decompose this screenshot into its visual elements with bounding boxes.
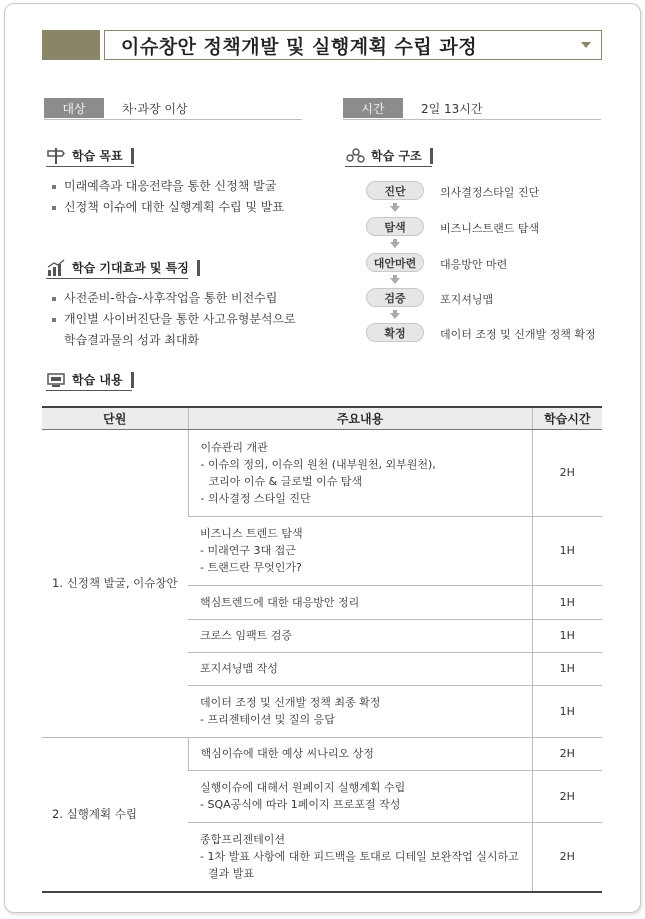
content-header [46, 370, 134, 390]
target-value: 차·과장 이상 [122, 101, 188, 116]
flow-nodes-icon [345, 147, 365, 165]
content-heading: 학습 내용 [72, 372, 134, 388]
goals-list [50, 176, 284, 218]
hours-cell: 1H [532, 585, 602, 619]
content-cell [188, 619, 532, 652]
content-cell [188, 585, 532, 619]
hours-cell: 1H [532, 516, 602, 585]
title-accent-block [42, 30, 100, 60]
flow-step-pill: 대안마련 [366, 253, 424, 272]
goal-item: 미래예측과 대응전략을 통한 신정책 발굴 [50, 176, 284, 197]
flow-step-desc: 비즈니스트랜드 탐색 [440, 222, 540, 235]
content-cell [188, 737, 532, 770]
time-value: 2일 13시간 [421, 101, 483, 116]
content-line: - 1차 발표 사항에 대한 피드백을 토대로 디테일 보완작업 실시하고 [200, 850, 519, 864]
content-line: - SQA공식에 따라 1페이지 프로포절 작성 [200, 798, 401, 811]
effects-header [46, 258, 200, 278]
content-line: 포지셔닝맵 작성 [200, 662, 278, 675]
goals-heading: 학습 목표 [72, 148, 134, 164]
bar-chart-icon [46, 259, 66, 277]
content-cell [188, 429, 532, 516]
effects-list [50, 288, 296, 351]
content-cell [188, 822, 532, 892]
effect-item-line: 사전준비-학습-사후작업을 통한 비전수립 [64, 291, 278, 305]
content-cell [188, 685, 532, 737]
content-line: 핵심이슈에 대한 예상 씨나리오 상정 [200, 747, 374, 760]
time-info [343, 97, 483, 119]
hours-cell: 2H [532, 737, 602, 770]
flow-step-pill: 검증 [366, 288, 424, 307]
monitor-icon [46, 371, 66, 389]
target-info [44, 97, 188, 119]
content-line: 비즈니스 트렌드 탐색 [200, 527, 303, 540]
content-cell [188, 516, 532, 585]
content-line: - 프리젠테이션 및 질의 응답 [200, 713, 335, 726]
effects-underline [46, 278, 188, 279]
content-line: 코리아 이슈 & 글로벌 이슈 탐색 [208, 474, 363, 488]
hours-cell: 2H [532, 822, 602, 892]
down-arrow-icon [390, 313, 400, 319]
content-underline [46, 390, 132, 391]
hours-cell: 2H [532, 429, 602, 516]
page-title: 이슈창안 정책개발 및 실행계획 수립 과정 [121, 35, 478, 58]
content-cell [188, 652, 532, 685]
goals-underline [46, 166, 134, 167]
effects-heading: 학습 기대효과 및 특징 [72, 260, 200, 276]
structure-underline [345, 166, 432, 167]
hours-cell: 1H [532, 652, 602, 685]
flow-step-pill: 확정 [366, 323, 424, 342]
hours-cell: 1H [532, 619, 602, 652]
hours-cell: 1H [532, 685, 602, 737]
table-row [42, 429, 602, 516]
flow-step-desc: 데이터 조정 및 신개발 정책 확정 [440, 328, 596, 341]
structure-heading: 학습 구조 [371, 148, 433, 164]
content-line: 핵심트렌드에 대한 대응방안 정리 [200, 595, 360, 609]
hours-cell: 2H [532, 770, 602, 822]
content-line: 이슈관리 개관 [200, 440, 268, 454]
flow-step-pill: 탐색 [366, 217, 424, 236]
content-line: - 의사결정 스타일 진단 [200, 491, 311, 505]
effect-item-line: 개인별 사이버진단을 통한 사고유형분석으로 [64, 312, 296, 326]
unit-cell: 1. 신정책 발굴, 이슈창안 [42, 429, 188, 737]
content-line: - 이슈의 정의, 이슈의 원천 (내부원천, 외부원천), [200, 457, 436, 471]
time-label: 시간 [343, 98, 403, 118]
table-row [42, 737, 602, 770]
content-line: - 트랜드란 무엇인가? [200, 561, 302, 574]
effect-item [50, 288, 296, 309]
down-arrow-icon [390, 278, 400, 284]
target-label: 대상 [44, 98, 104, 118]
column-header: 학습시간 [532, 407, 602, 429]
flow-step-desc: 포지셔닝맵 [440, 293, 494, 306]
content-line: 실행이슈에 대해서 원페이지 실행계획 수립 [200, 781, 406, 794]
effect-item [50, 309, 296, 351]
flow-step-pill: 진단 [366, 181, 424, 200]
column-header: 주요내용 [188, 407, 532, 429]
structure-header [345, 146, 433, 166]
goals-header [46, 146, 134, 166]
time-divider [343, 119, 601, 120]
content-line: 결과 발표 [208, 867, 255, 881]
content-line: - 미래연구 3대 접근 [200, 544, 296, 557]
down-arrow-icon [390, 206, 400, 212]
content-table [42, 406, 602, 893]
flow-step-desc: 대응방안 마련 [440, 258, 508, 271]
down-arrow-icon [390, 242, 400, 248]
content-cell [188, 770, 532, 822]
dropdown-triangle-icon[interactable] [581, 42, 591, 48]
signpost-icon [46, 147, 66, 165]
title-bar[interactable] [104, 30, 602, 60]
goal-item: 신정책 이슈에 대한 실행계획 수립 및 발표 [50, 197, 284, 218]
content-line: 크로스 임팩트 검증 [200, 629, 293, 642]
flow-step-desc: 의사결정스타일 진단 [440, 186, 540, 199]
column-header: 단원 [42, 407, 188, 429]
content-line: 종합프리젠테이션 [200, 833, 286, 847]
target-divider [44, 119, 302, 120]
table-header-row [42, 407, 602, 429]
content-line: 데이터 조정 및 신개발 정책 최종 확정 [200, 696, 381, 709]
effect-item-line: 학습결과물의 성과 최대화 [64, 333, 200, 347]
unit-cell: 2. 실행계획 수립 [42, 737, 188, 892]
